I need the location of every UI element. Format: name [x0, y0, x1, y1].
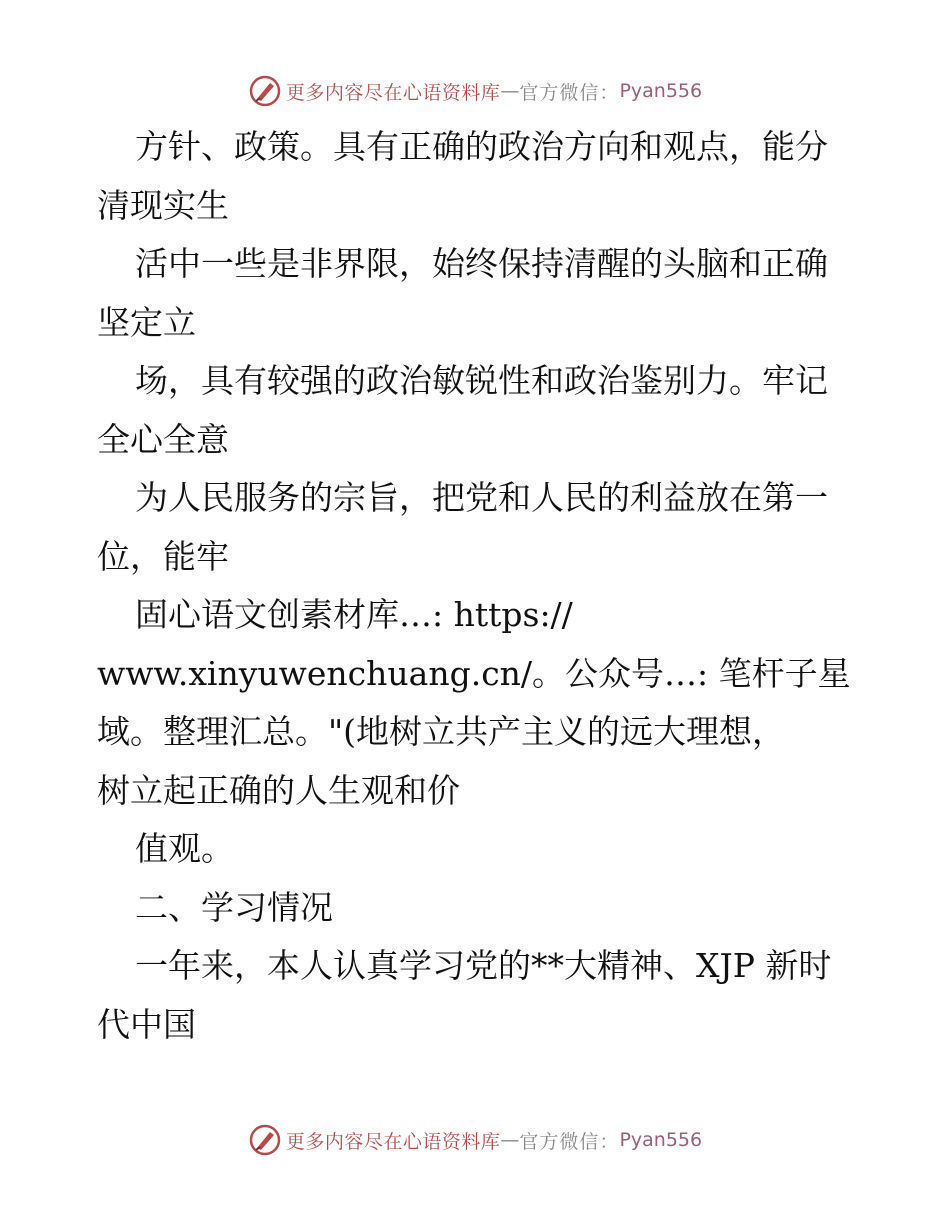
body-line: 树立起正确的人生观和价: [97, 770, 460, 810]
footer-banner: [0, 1120, 950, 1160]
body-line: 清现实生: [97, 185, 229, 225]
body-line: 值观。: [135, 829, 234, 868]
body-line: 固心语文创素材库…: https://: [135, 595, 573, 634]
body-line: 活中一些是非界限，始终保持清醒的头脑和正确: [135, 244, 828, 283]
banner-text: 更多内容尽在心语资料库: [285, 81, 501, 104]
wechat-label: 官方微信：: [519, 81, 620, 104]
feather-pen-logo-icon: [248, 1123, 282, 1157]
body-line: 为人民服务的宗旨，把党和人民的利益放在第一: [135, 478, 828, 517]
feather-pen-logo-icon: [248, 74, 282, 108]
body-line: 全心全意: [97, 419, 229, 459]
body-line: 场，具有较强的政治敏锐性和政治鉴别力。牢记: [135, 361, 828, 400]
document-body: [97, 118, 867, 1054]
body-line: 代中国: [97, 1004, 196, 1044]
banner-text: 更多内容尽在心语资料库: [285, 1130, 501, 1153]
body-line: 位，能牢: [97, 536, 229, 576]
body-line: www.xinyuwenchuang.cn/。公众号…: 笔杆子星: [97, 653, 851, 693]
banner-separator: —: [500, 80, 520, 102]
banner-separator: —: [500, 1129, 520, 1151]
body-line: 域。整理汇总。"(地树立共产主义的远大理想，: [97, 712, 786, 751]
body-line: 坚定立: [97, 302, 196, 342]
header-banner: [0, 71, 950, 111]
body-line: 方针、政策。具有正确的政治方向和观点，能分: [135, 127, 828, 166]
body-line: 一年来，本人认真学习党的**大精神、XJP 新时: [135, 946, 832, 985]
wechat-id: Pyan556: [619, 80, 703, 102]
wechat-label: 官方微信：: [519, 1130, 620, 1153]
section-heading: 二、学习情况: [135, 887, 333, 927]
wechat-id: Pyan556: [619, 1129, 703, 1151]
